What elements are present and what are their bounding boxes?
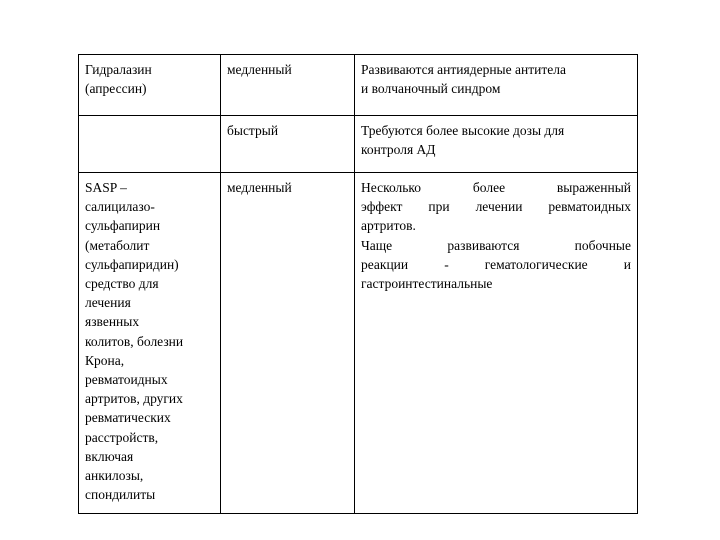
effect-line: реакции - гематологические и xyxy=(361,256,631,272)
drug-line: спондилиты xyxy=(85,487,156,503)
drug-line: ревматических xyxy=(85,410,171,426)
drug-line: (апрессин) xyxy=(85,81,147,97)
effect-cell xyxy=(355,173,638,514)
effect-line: артритов. xyxy=(361,218,416,234)
effect-line: гастроинтестинальные xyxy=(361,276,493,292)
drug-line: сульфапирин xyxy=(85,218,161,234)
table-row xyxy=(79,173,638,514)
table-row xyxy=(79,116,638,173)
effect-line: Требуются более высокие дозы для xyxy=(361,123,565,138)
drug-line: сульфапиридин) xyxy=(85,256,179,272)
acetylator-type: медленный xyxy=(227,62,292,77)
effect-line: и волчаночный синдром xyxy=(361,81,501,97)
drug-line: лечения xyxy=(85,295,131,311)
drug-line: язвенных xyxy=(85,314,140,330)
drug-line: средство для xyxy=(85,276,159,292)
acetylator-type-cell xyxy=(221,173,355,514)
acetylator-type-cell xyxy=(221,116,355,173)
effect-line: контроля АД xyxy=(361,142,436,158)
drug-line: SASP – xyxy=(85,180,127,195)
acetylator-type-cell xyxy=(221,55,355,116)
drug-line: артритов, других xyxy=(85,391,183,407)
drug-line: анкилозы, xyxy=(85,468,144,484)
effect-cell xyxy=(355,116,638,173)
drug-cell xyxy=(79,173,221,514)
drug-line: колитов, болезни xyxy=(85,333,184,349)
drug-line: салицилазо- xyxy=(85,199,155,215)
acetylator-type: быстрый xyxy=(227,123,279,138)
effect-line: Несколько более выраженный xyxy=(361,180,631,195)
drug-line: Гидралазин xyxy=(85,62,152,77)
drug-line: (метаболит xyxy=(85,237,150,253)
drug-metabolism-table xyxy=(78,54,638,514)
drug-line: расстройств, xyxy=(85,429,159,445)
drug-line: ревматоидных xyxy=(85,372,168,388)
effect-line: Чаще развиваются побочные xyxy=(361,237,631,253)
effect-cell xyxy=(355,55,638,116)
acetylator-type: медленный xyxy=(227,180,292,195)
drug-cell xyxy=(79,55,221,116)
effect-line: Развиваются антиядерные антитела xyxy=(361,62,566,77)
table-row xyxy=(79,55,638,116)
drug-cell xyxy=(79,116,221,173)
effect-line: эффект при лечении ревматоидных xyxy=(361,199,631,215)
drug-line: Крона, xyxy=(85,352,125,368)
drug-line: включая xyxy=(85,448,134,464)
